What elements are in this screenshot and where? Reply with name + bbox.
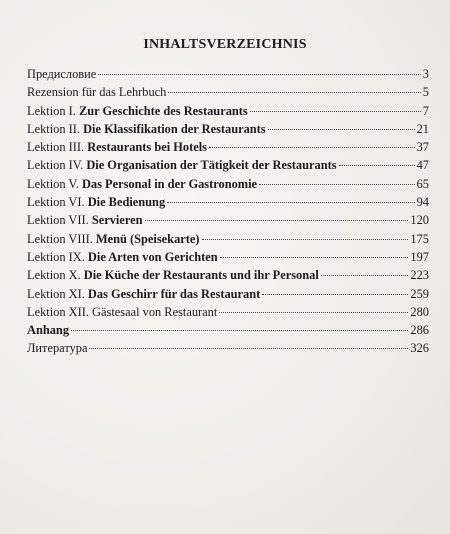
toc-entry[interactable] bbox=[27, 193, 429, 211]
toc-page-number: 175 bbox=[410, 231, 429, 246]
dot-leader bbox=[202, 239, 409, 240]
toc-entry-label: Lektion VI. Die Bedienung bbox=[27, 195, 166, 210]
toc-page-number: 7 bbox=[422, 103, 429, 118]
toc-page-number: 3 bbox=[422, 67, 429, 81]
toc-page-number: 65 bbox=[416, 176, 429, 191]
toc-page-number: 120 bbox=[410, 213, 429, 228]
dot-leader bbox=[268, 129, 415, 130]
toc-entry-label: Lektion V. Das Personal in der Gastronomie bbox=[27, 176, 258, 191]
dot-leader bbox=[209, 147, 415, 148]
toc-entry-label: Lektion IX. Die Arten von Gerichten bbox=[27, 249, 218, 264]
toc-entry[interactable] bbox=[27, 120, 429, 138]
dot-leader bbox=[98, 74, 421, 75]
dot-leader bbox=[167, 202, 414, 203]
toc-page-number: 5 bbox=[422, 85, 429, 100]
dot-leader bbox=[219, 312, 408, 313]
toc-page-number: 21 bbox=[416, 121, 429, 136]
toc-entry[interactable] bbox=[27, 211, 429, 229]
toc-entry-label: Lektion XI. Das Geschirr für das Restaurant bbox=[27, 286, 261, 301]
toc-page-number: 94 bbox=[416, 195, 429, 210]
toc-page-number: 223 bbox=[410, 268, 429, 283]
toc-entry-label: Lektion XII. Gästesaal von Restaurant bbox=[27, 304, 218, 319]
toc-entry[interactable] bbox=[27, 303, 429, 321]
dot-leader bbox=[89, 348, 408, 349]
toc-page-number: 197 bbox=[410, 249, 429, 264]
toc-entry-label: Lektion I. Zur Geschichte des Restaurants bbox=[27, 103, 248, 118]
toc-entry-label: Lektion VII. Servieren bbox=[27, 213, 143, 228]
dot-leader bbox=[262, 294, 408, 295]
dot-leader bbox=[168, 92, 420, 93]
toc-entry-label: Lektion II. Die Klassifikation der Restaurants bbox=[27, 121, 266, 136]
toc-entry-label: Lektion VIII. Menü (Speisekarte) bbox=[27, 231, 200, 246]
toc-entry-label: Предисловие bbox=[27, 67, 97, 81]
toc-page-number: 326 bbox=[410, 341, 429, 356]
toc-entry-label: Anhang bbox=[27, 323, 70, 338]
dot-leader bbox=[339, 165, 415, 166]
toc-entry[interactable] bbox=[27, 339, 429, 357]
toc-page-number: 286 bbox=[410, 323, 429, 338]
toc-entry[interactable] bbox=[27, 102, 429, 120]
dot-leader bbox=[71, 330, 408, 331]
toc-page-number: 37 bbox=[416, 140, 429, 155]
toc-entry-label: Rezension für das Lehrbuch bbox=[27, 85, 167, 100]
toc-entry[interactable] bbox=[27, 321, 429, 339]
toc-page-number: 47 bbox=[416, 158, 429, 173]
toc-entry[interactable] bbox=[27, 175, 429, 193]
toc-entry[interactable] bbox=[27, 266, 429, 284]
toc-entry[interactable] bbox=[27, 230, 429, 248]
toc-entry[interactable] bbox=[27, 156, 429, 174]
dot-leader bbox=[145, 220, 409, 221]
toc-entry-label: Lektion III. Restaurants bei Hotels bbox=[27, 140, 207, 155]
toc-page-number: 280 bbox=[410, 304, 429, 319]
table-of-contents bbox=[27, 65, 429, 358]
toc-entry-label: Lektion X. Die Küche der Restaurants und ihr Personal bbox=[27, 268, 319, 283]
page-title: INHALTSVERZEICHNIS bbox=[143, 37, 307, 52]
toc-page-number: 259 bbox=[410, 286, 429, 301]
toc-entry[interactable] bbox=[27, 138, 429, 156]
toc-entry-label: Литература bbox=[27, 341, 88, 356]
toc-entry[interactable] bbox=[27, 83, 429, 101]
toc-entry[interactable] bbox=[27, 285, 429, 303]
dot-leader bbox=[220, 257, 409, 258]
toc-entry[interactable] bbox=[27, 65, 429, 83]
dot-leader bbox=[321, 275, 409, 276]
dot-leader bbox=[259, 184, 415, 185]
toc-entry-label: Lektion IV. Die Organisation der Tätigkeit der Restaurants bbox=[27, 158, 337, 173]
toc-entry[interactable] bbox=[27, 248, 429, 266]
dot-leader bbox=[250, 111, 421, 112]
